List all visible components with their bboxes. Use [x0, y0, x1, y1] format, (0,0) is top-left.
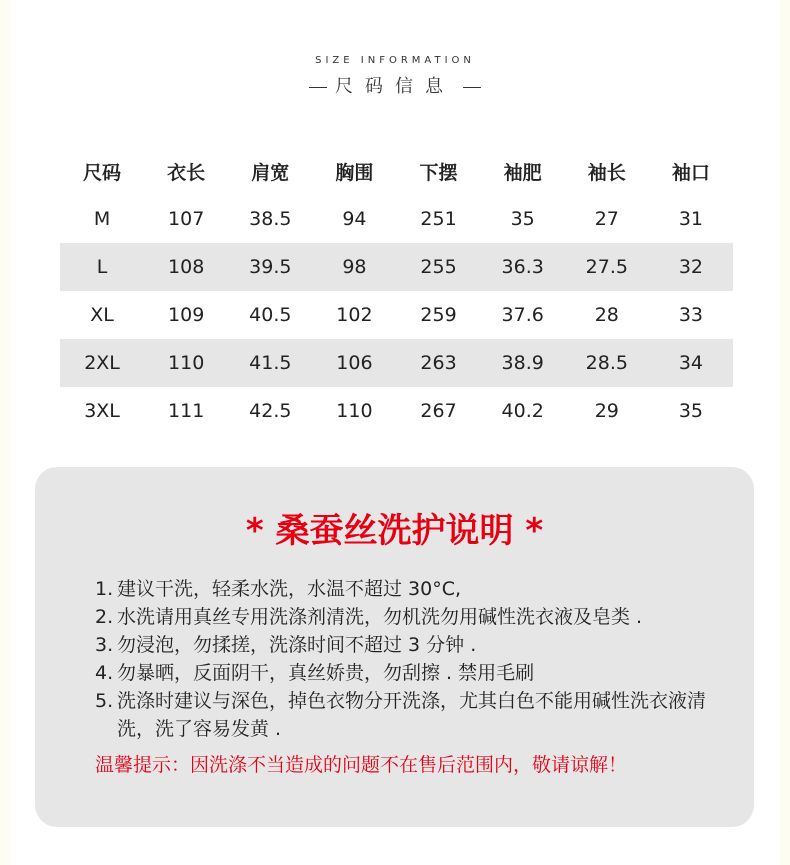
table-cell: 111 [168, 400, 205, 422]
list-item-text: 洗涤时建议与深色，掉色衣物分开洗涤，尤其白色不能用碱性洗衣液清洗，洗了容易发黄 . [117, 690, 707, 740]
table-cell: 28 [594, 304, 619, 326]
list-item-text: 建议干洗，轻柔水洗，水温不超过 30°C, [117, 578, 462, 600]
table-cell: 27 [594, 208, 619, 230]
list-item [95, 659, 735, 687]
table-cell: 27.5 [565, 243, 649, 291]
col-header-length: 衣长 [167, 161, 206, 184]
table-row [60, 195, 733, 243]
table-cell: 36.3 [481, 243, 565, 291]
table-cell: 35 [678, 400, 704, 422]
table-cell: 110 [144, 339, 228, 387]
table-row [60, 387, 733, 435]
table-cell: 107 [168, 208, 205, 230]
table-cell: 33 [678, 304, 704, 326]
table-cell: 31 [678, 208, 704, 230]
table-cell: 2XL [60, 339, 144, 387]
col-header-sleeve-width: 袖肥 [503, 161, 542, 184]
list-item [95, 631, 735, 659]
table-cell: 39.5 [228, 243, 312, 291]
table-cell: 3XL [84, 400, 120, 422]
table-cell: 35 [510, 208, 535, 230]
table-row [60, 243, 733, 291]
list-item [95, 603, 735, 631]
table-cell: 38.5 [249, 208, 292, 230]
col-header-sleeve-length: 袖长 [587, 161, 626, 184]
table-cell: 32 [649, 243, 733, 291]
list-item-number: 2. [95, 606, 114, 628]
table-cell: 108 [144, 243, 228, 291]
page [10, 0, 780, 865]
table-cell: 251 [420, 208, 457, 230]
list-item-number: 5. [95, 690, 114, 712]
table-cell: 94 [342, 208, 367, 230]
table-cell: M [93, 208, 111, 230]
table-cell: 255 [397, 243, 481, 291]
header-chinese [10, 76, 780, 98]
table-cell: 102 [336, 304, 373, 326]
list-item-text: 水洗请用真丝专用洗涤剂清洗，勿机洗勿用碱性洗衣液及皂类 . [117, 606, 643, 628]
table-cell: 37.6 [501, 304, 544, 326]
table-cell: 109 [168, 304, 205, 326]
section-header [10, 54, 780, 98]
list-item [95, 575, 735, 603]
list-item-number: 1. [95, 578, 114, 600]
table-cell: 38.9 [481, 339, 565, 387]
table-cell: 40.2 [501, 400, 544, 422]
table-cell: 29 [594, 400, 619, 422]
table-cell: 263 [397, 339, 481, 387]
dash-left [309, 87, 327, 88]
table-header-row [60, 147, 733, 195]
table-cell: 106 [312, 339, 396, 387]
col-header-chest: 胸围 [335, 161, 374, 184]
care-instructions-card [35, 467, 754, 827]
list-item-number: 4. [95, 662, 114, 684]
care-title: * 桑蚕丝洗护说明 * [245, 511, 544, 551]
table-cell: XL [90, 304, 114, 326]
size-table [60, 147, 733, 435]
header-english: SIZE INFORMATION [315, 55, 475, 66]
table-row [60, 291, 733, 339]
table-cell: 34 [649, 339, 733, 387]
list-item-text: 勿暴晒，反面阴干，真丝娇贵，勿刮擦 . 禁用毛刷 [117, 662, 535, 684]
col-header-hem: 下摆 [419, 161, 458, 184]
table-row [60, 339, 733, 387]
dash-right [463, 87, 481, 88]
header-chinese-text: 尺码信息 [335, 76, 455, 97]
list-item [95, 687, 735, 743]
table-cell: 259 [420, 304, 457, 326]
table-cell: 267 [420, 400, 457, 422]
list-item-number: 3. [95, 634, 114, 656]
care-notice: 温馨提示：因洗涤不当造成的问题不在售后范围内，敬请谅解！ [95, 754, 628, 776]
table-cell: 28.5 [565, 339, 649, 387]
col-header-size: 尺码 [83, 161, 122, 184]
care-list [95, 575, 735, 743]
table-cell: 98 [312, 243, 396, 291]
table-cell: 42.5 [249, 400, 292, 422]
table-cell: 110 [336, 400, 373, 422]
list-item-text: 勿浸泡，勿揉搓，洗涤时间不超过 3 分钟 . [117, 634, 477, 656]
col-header-cuff: 袖口 [671, 161, 710, 184]
table-cell: 40.5 [249, 304, 292, 326]
col-header-shoulder: 肩宽 [251, 161, 290, 184]
table-cell: 41.5 [228, 339, 312, 387]
table-cell: L [60, 243, 144, 291]
